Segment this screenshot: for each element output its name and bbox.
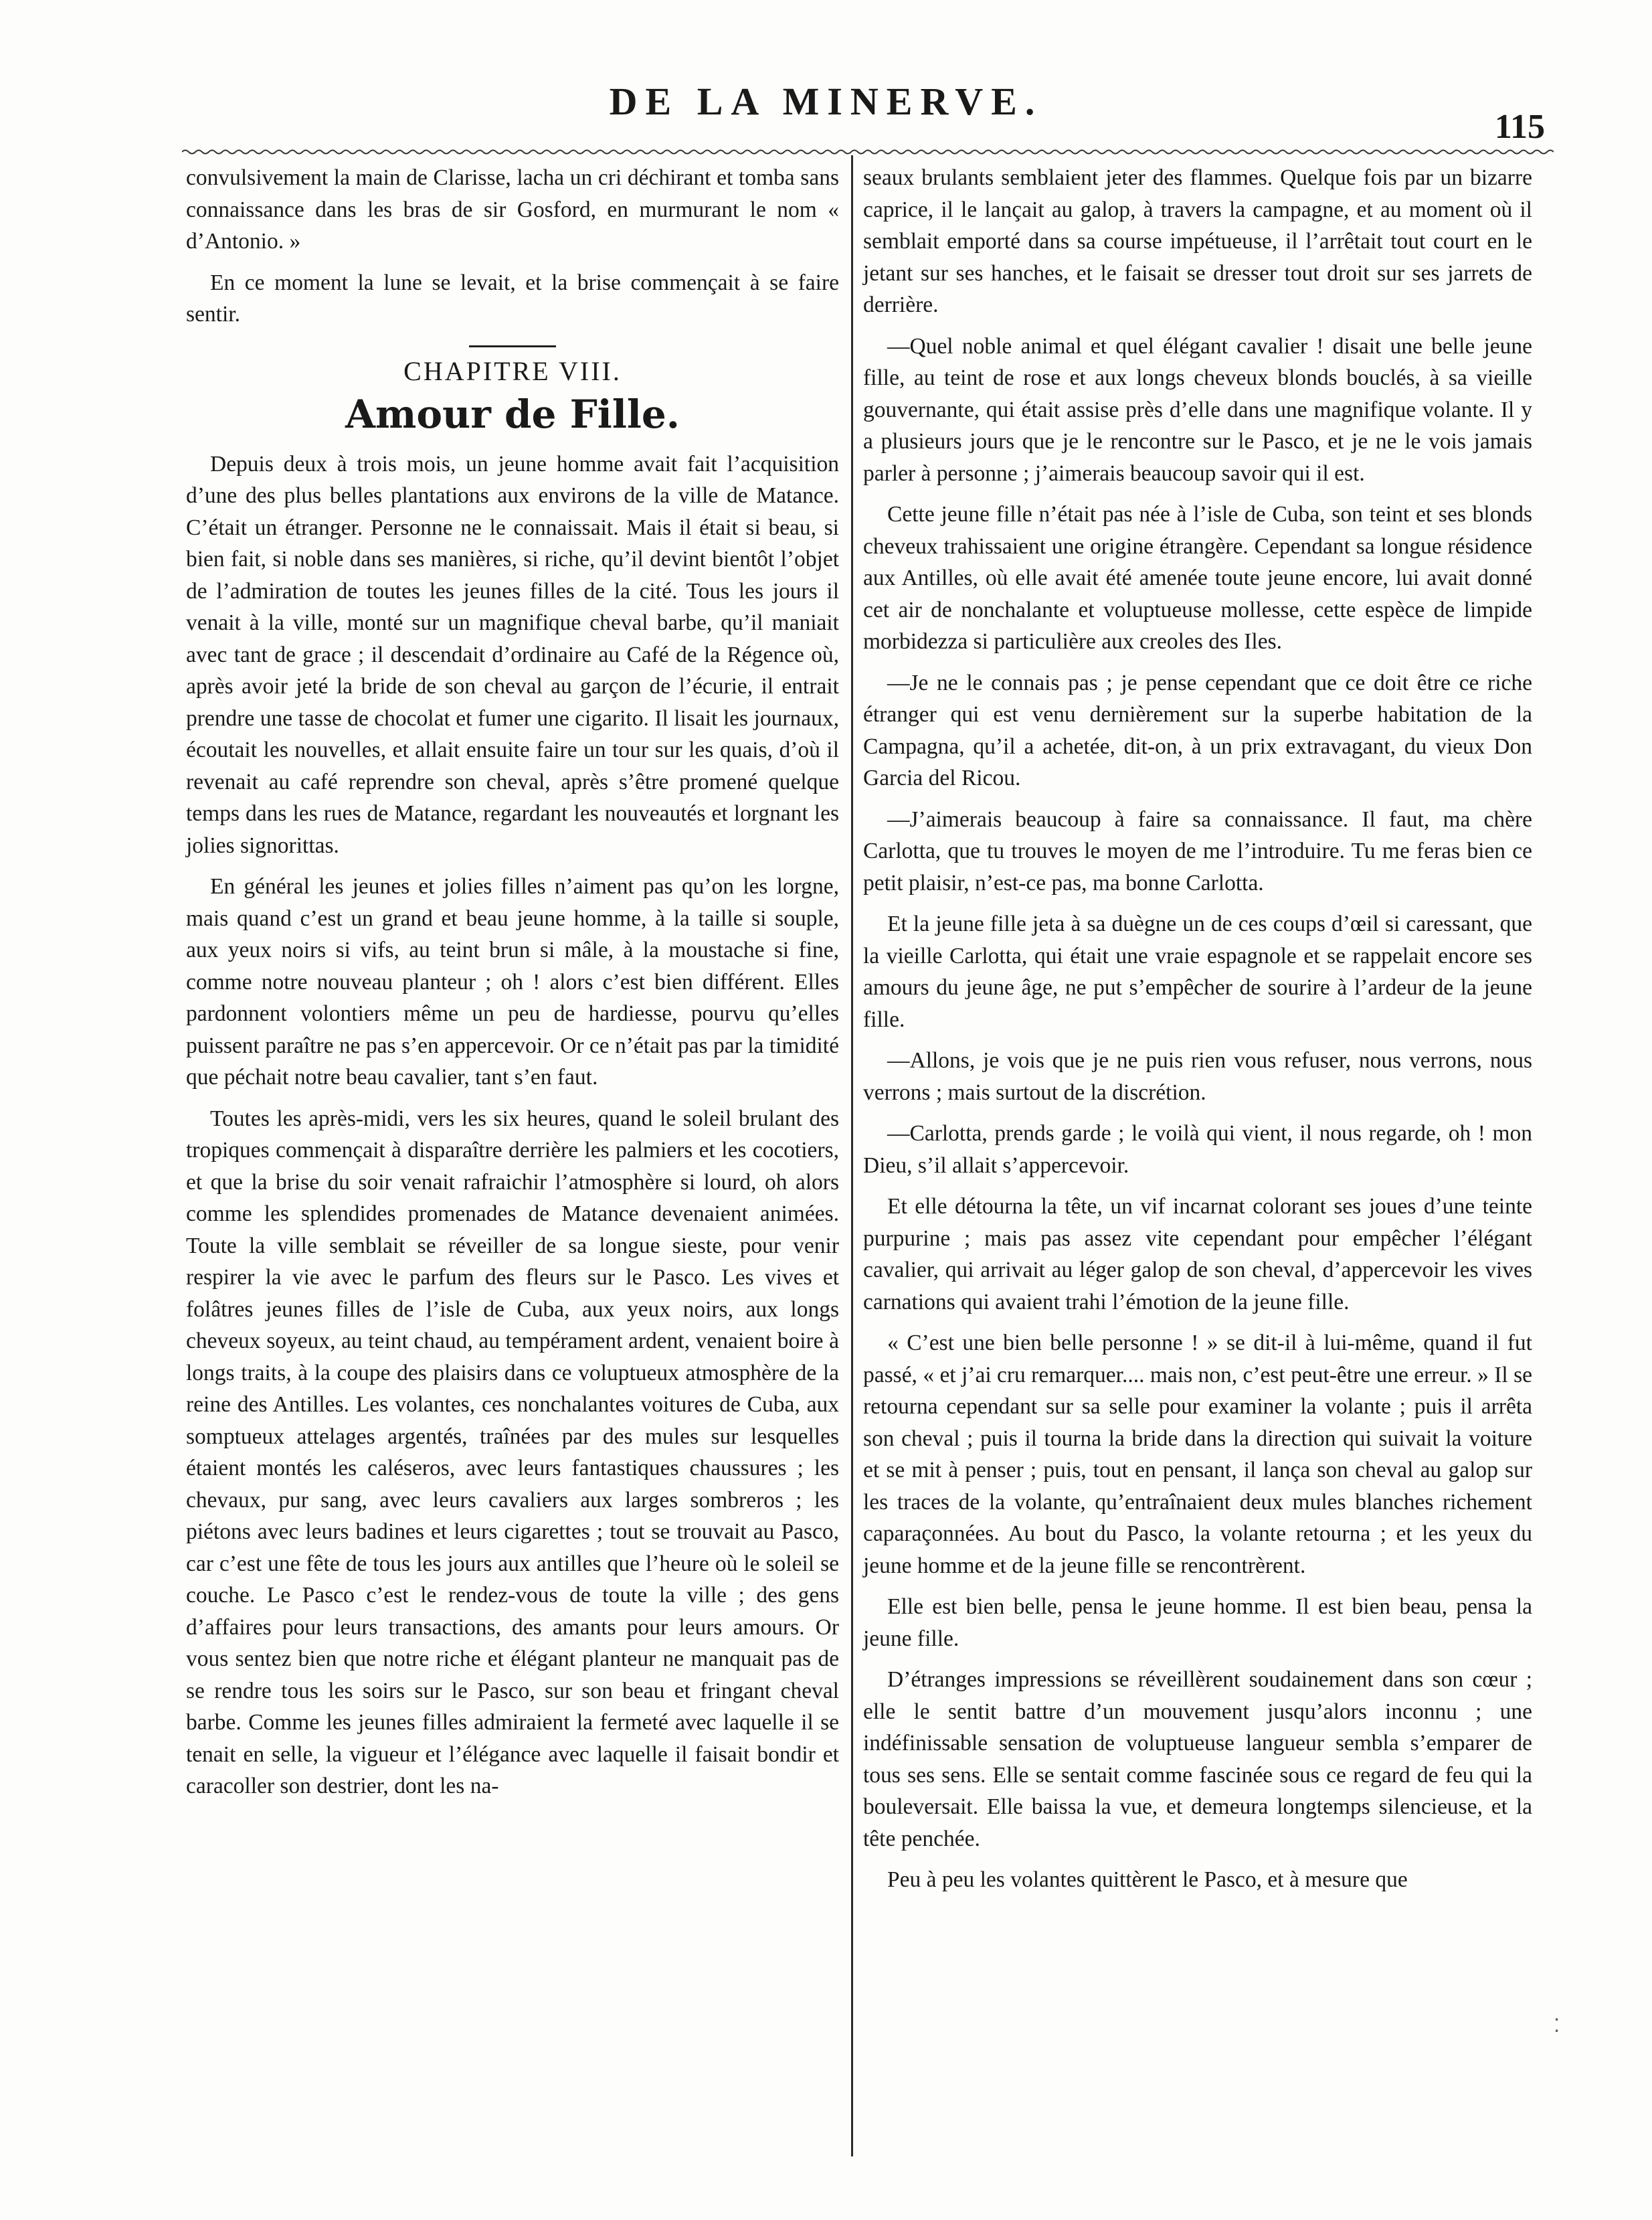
paragraph: seaux brulants semblaient jeter des flammes. Quelque fois par un bizarre caprice, il le lançait au galop, à travers la campagne, et au moment où il semblait emporté dans sa course impétueuse, il l’arrêtait tout court en le jetant sur ses hanches, et le faisait se dresser tout droit sur ses jarrets de derrière. (863, 165, 1532, 317)
paragraph: En ce moment la lune se levait, et la brise commençait à se faire sentir. (186, 270, 839, 327)
paragraph: Elle est bien belle, pensa le jeune homme. Il est bien beau, pensa la jeune fille. (863, 1594, 1532, 1651)
column-divider (851, 155, 853, 2156)
paragraph: —Allons, je vois que je ne puis rien vous refuser, nous verrons, nous verrons ; mais surtout de la discrétion. (863, 1048, 1532, 1105)
paragraph: Depuis deux à trois mois, un jeune homme avait fait l’acquisition d’une des plus belles plantations aux environs de la ville de Matance. C’était un étranger. Personne ne le connaissait. Mais il était si beau, si bien fait, si noble dans ses manières, si riche, qu’il devint bientôt l’objet de l’admiration de toutes les jeunes filles de la cité. Tous les jours il venait à la ville, monté sur un magnifique cheval barbe, qu’il maniait avec tant de grace ; il descendait d’ordinaire au Café de la Régence où, après avoir jeté la bride de son cheval au garçon de l’écurie, il entrait prendre une tasse de chocolat et fumer une cigarito. Il lisait les journaux, écoutait les nouvelles, et allait ensuite faire un tour sur les quais, d’où il revenait au café reprendre son cheval, après s’être promené quelque temps dans les rues de Matance, regardant les nouveautés et lorgnant les jolies signorittas. (186, 451, 839, 858)
chapter-label: CHAPITRE VIII. (403, 355, 622, 386)
right-column (863, 162, 1532, 1905)
paragraph: convulsivement la main de Clarisse, lacha un cri déchirant et tomba sans connaissance dans les bras de sir Gosford, en murmurant le nom « d’Antonio. » (186, 165, 839, 254)
chapter-title: Amour de Fille. (345, 392, 680, 437)
paragraph: —Je ne le connais pas ; je pense cependant que ce doit être ce riche étranger qui est venu dernièrement sur la superbe habitation de la Campagna, qu’il a achetée, dit-on, à un prix extravagant, du vieux Don Garcia del Ricou. (863, 670, 1532, 790)
paragraph: En général les jeunes et jolies filles n’aiment pas qu’on les lorgne, mais quand c’est un grand et beau jeune homme, à la taille si souple, aux yeux noirs si vifs, au teint brun si mâle, à la moustache si fine, comme notre nouveau planteur ; oh ! alors c’est bien différent. Elles pardonnent volontiers même un peu de hardiesse, pourvu qu’elles puissent paraître ne pas s’en appercevoir. Or ce n’était pas par la timidité que péchait notre beau cavalier, tant s’en faut. (186, 874, 839, 1090)
running-title: DE LA MINERVE. (609, 80, 1043, 123)
left-column (186, 162, 839, 1812)
page-number: 115 (1494, 108, 1545, 146)
paragraph: Et la jeune fille jeta à sa duègne un de ces coups d’œil si caressant, que la vieille Carlotta, qui était une vraie espagnole et se rappelait encore ses amours du jeune âge, ne put s’empêcher de sourire à l’ardeur de la jeune fille. (863, 912, 1532, 1032)
paragraph: D’étranges impressions se réveillèrent soudainement dans son cœur ; elle le sentit battre d’un mouvement jusqu’alors inconnu ; une indéfinissable sensation de voluptueuse langueur sembla s’emparer de tous ses sens. Elle se sentait comme fascinée sous ce regard de feu qui la bouleversait. Elle baissa la vue, et demeura longtemps silencieuse, et la tête penchée. (863, 1667, 1532, 1851)
paragraph: Peu à peu les volantes quittèrent le Pasco, et à mesure que (887, 1867, 1408, 1892)
header-wavy-rule (182, 149, 1554, 155)
margin-specks: ⁚ (1554, 2015, 1560, 2037)
paragraph: —J’aimerais beaucoup à faire sa connaissance. Il faut, ma chère Carlotta, que tu trouves le moyen de me l’introduire. Tu me feras bien ce petit plaisir, n’est-ce pas, ma bonne Carlotta. (863, 806, 1532, 895)
paragraph: —Carlotta, prends garde ; le voilà qui vient, il nous regarde, oh ! mon Dieu, s’il allait s’appercevoir. (863, 1121, 1532, 1178)
paragraph: Cette jeune fille n’était pas née à l’isle de Cuba, son teint et ses blonds cheveux trahissaient une origine étrangère. Cependant sa longue résidence aux Antilles, où elle avait été amenée toute jeune encore, lui avait donné cet air de nonchalante et voluptueuse mollesse, cette espèce de limpide morbidezza si particulière aux creoles des Iles. (863, 502, 1532, 654)
chapter-rule (469, 345, 556, 347)
paragraph: « C’est une bien belle personne ! » se dit-il à lui-même, quand il fut passé, « et j’ai cru remarquer.... mais non, c’est peut-être une erreur. » Il se retourna cependant sur sa selle pour examiner la volante ; puis il arrêta son cheval ; puis il tourna la bride dans la direction qui suivait la voiture et se mit à penser ; puis, tout en pensant, il lança son cheval au galop sur les traces de la volante, qu’entraînaient deux mules blanches richement caparaçonnées. Au bout du Pasco, la volante retourna ; et les yeux du jeune homme et de la jeune fille se rencontrèrent. (863, 1331, 1532, 1578)
paragraph: —Quel noble animal et quel élégant cavalier ! disait une belle jeune fille, au teint de rose et aux longs cheveux blonds bouclés, à sa vieille gouvernante, qui était assise près d’elle dans une magnifique volante. Il y a plusieurs jours que je le rencontre sur le Pasco, et je ne le vois jamais parler à personne ; j’aimerais beaucoup savoir qui il est. (863, 333, 1532, 486)
paragraph: Toutes les après-midi, vers les six heures, quand le soleil brulant des tropiques commençait à disparaître derrière les palmiers et les cocotiers, et que la brise du soir venait rafraichir l’atmosphère si lourd, oh alors comme les splendides promenades de Matance devenaient animées. Toute la ville semblait se réveiller de sa longue sieste, pour venir respirer la vie avec le parfum des fleurs sur le Pasco. Les vives et folâtres jeunes filles de l’isle de Cuba, aux yeux noirs, aux longs cheveux soyeux, au teint chaud, au tempérament ardent, venaient boire à longs traits, à la coupe des plaisirs dans ce voluptueux atmosphère de la reine des Antilles. Les volantes, ces nonchalantes voitures de Cuba, aux somptueux attelages argentés, traînées par des mules sur lesquelles étaient montés les caléseros, avec leurs fantastiques chaussures ; les chevaux, pur sang, avec leurs cavaliers aux larges sombreros ; les piétons avec leurs badines et leurs cigarettes ; tout se trouvait au Pasco, car c’est une fête de tous les jours aux antilles que l’heure où le soleil se couche. Le Pasco c’est le rendez-vous de toute la ville ; des gens d’affaires pour leurs transactions, des amants pour leurs amours. Or vous sentez bien que notre riche et élégant planteur ne manquait pas de se rendre tous les soirs sur le Pasco, sur son beau et fringant cheval barbe. Comme les jeunes filles admiraient la fermeté avec laquelle il se tenait en selle, la vigueur et l’élégance avec laquelle il faisait bondir et caracoller son destrier, dont les na- (186, 1106, 839, 1798)
paragraph: Et elle détourna la tête, un vif incarnat colorant ses joues d’une teinte purpurine ; mais pas assez vite cependant pour empêcher l’élégant cavalier, qui arrivait au léger galop de son cheval, d’appercevoir les vives carnations qui avaient trahi l’émotion de la jeune fille. (863, 1194, 1532, 1314)
